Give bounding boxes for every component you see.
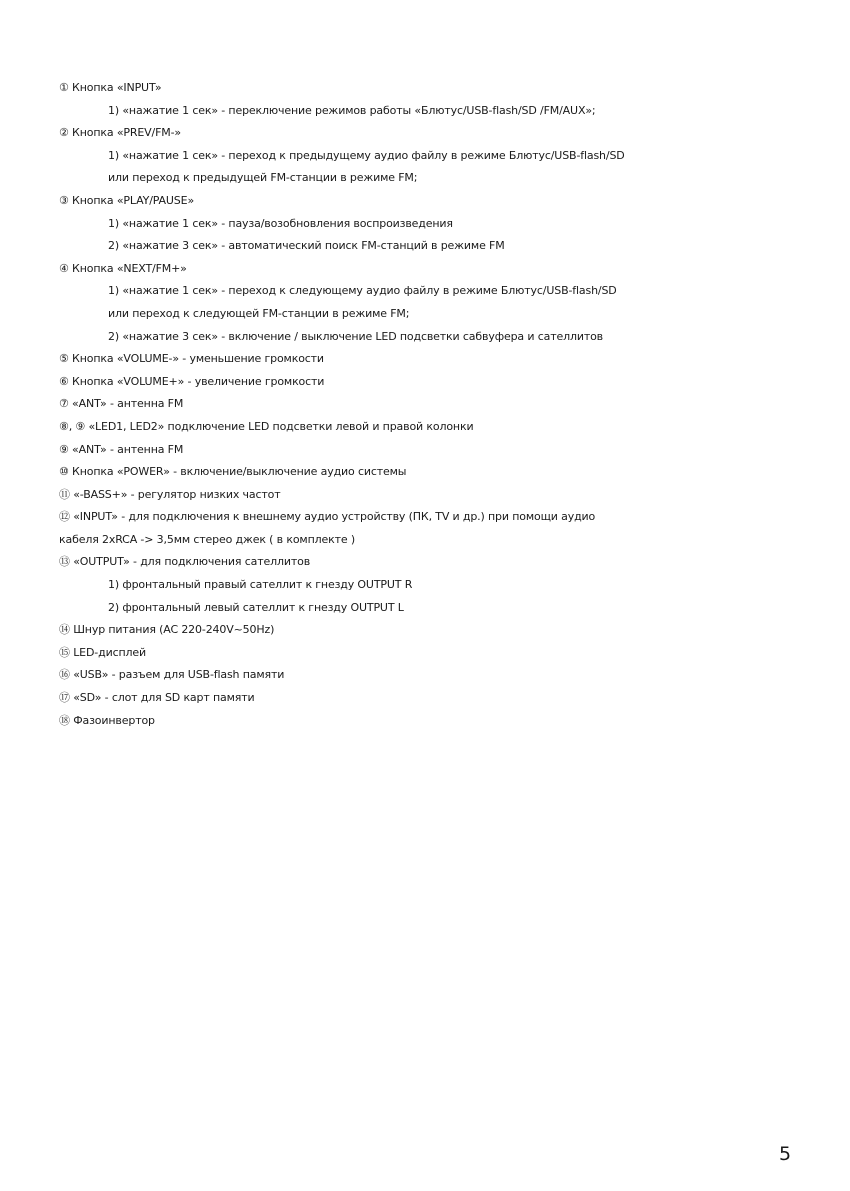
manual-sub-item: 1) фронтальный правый сателлит к гнезду OUTPUT R — [108, 578, 413, 592]
manual-item: кабеля 2xRCA -> 3,5мм стерео джек ( в комплекте ) — [59, 532, 355, 546]
manual-sub-item: 1) «нажатие 1 сек» - переход к следующему аудио файлу в режиме Блютус/USB-flash/SD — [108, 284, 617, 298]
manual-item: ⑭ Шнур питания (AC 220-240V~50Hz) — [59, 623, 275, 637]
manual-item: ② Кнопка «PREV/FM-» — [59, 126, 182, 140]
manual-item: ⑩ Кнопка «POWER» - включение/выключение аудио системы — [59, 465, 407, 479]
manual-sub-item: 2) фронтальный левый сателлит к гнезду OUTPUT L — [108, 600, 404, 614]
manual-sub-item: 1) «нажатие 1 сек» - переключение режимов работы «Блютус/USB-flash/SD /FM/AUX»; — [108, 103, 596, 117]
manual-item: ⑦ «ANT» - антенна FM — [59, 397, 184, 411]
manual-item: ⑨ «ANT» - антенна FM — [59, 442, 184, 456]
manual-sub-item: 1) «нажатие 1 сек» - переход к предыдущему аудио файлу в режиме Блютус/USB-flash/SD — [108, 148, 625, 162]
manual-item: ③ Кнопка «PLAY/PAUSE» — [59, 193, 195, 207]
manual-item: ⑰ «SD» - слот для SD карт памяти — [59, 691, 255, 705]
manual-item: ⑥ Кнопка «VOLUME+» - увеличение громкости — [59, 374, 325, 388]
manual-item: ⑱ Фазоинвертор — [59, 713, 155, 727]
manual-item: ⑬ «OUTPUT» - для подключения сателлитов — [59, 555, 311, 569]
manual-item: ⑯ «USB» - разъем для USB-flash памяти — [59, 668, 285, 682]
manual-item: ⑧, ⑨ «LED1, LED2» подключение LED подсветки левой и правой колонки — [59, 419, 474, 433]
page-number: 5 — [779, 1143, 792, 1165]
manual-sub-item: или переход к следующей FM-станции в режиме FM; — [108, 306, 410, 320]
manual-item: ⑮ LED-дисплей — [59, 645, 147, 659]
manual-item: ⑪ «-BASS+» - регулятор низких частот — [59, 487, 281, 501]
manual-sub-item: 2) «нажатие 3 сек» - автоматический поиск FM-станций в режиме FM — [108, 239, 505, 253]
manual-item: ④ Кнопка «NEXT/FM+» — [59, 261, 187, 275]
manual-sub-item: 2) «нажатие 3 сек» - включение / выключение LED подсветки сабвуфера и сателлитов — [108, 329, 603, 343]
manual-item: ① Кнопка «INPUT» — [59, 81, 162, 94]
manual-text-block — [59, 77, 804, 732]
manual-item: ⑫ «INPUT» - для подключения к внешнему аудио устройству (ПК, TV и др.) при помощи аудио — [59, 510, 596, 524]
manual-sub-item: или переход к предыдущей FM-станции в режиме FM; — [108, 171, 418, 185]
manual-sub-item: 1) «нажатие 1 сек» - пауза/возобновления воспроизведения — [108, 216, 453, 230]
manual-item: ⑤ Кнопка «VOLUME-» - уменьшение громкости — [59, 352, 324, 366]
